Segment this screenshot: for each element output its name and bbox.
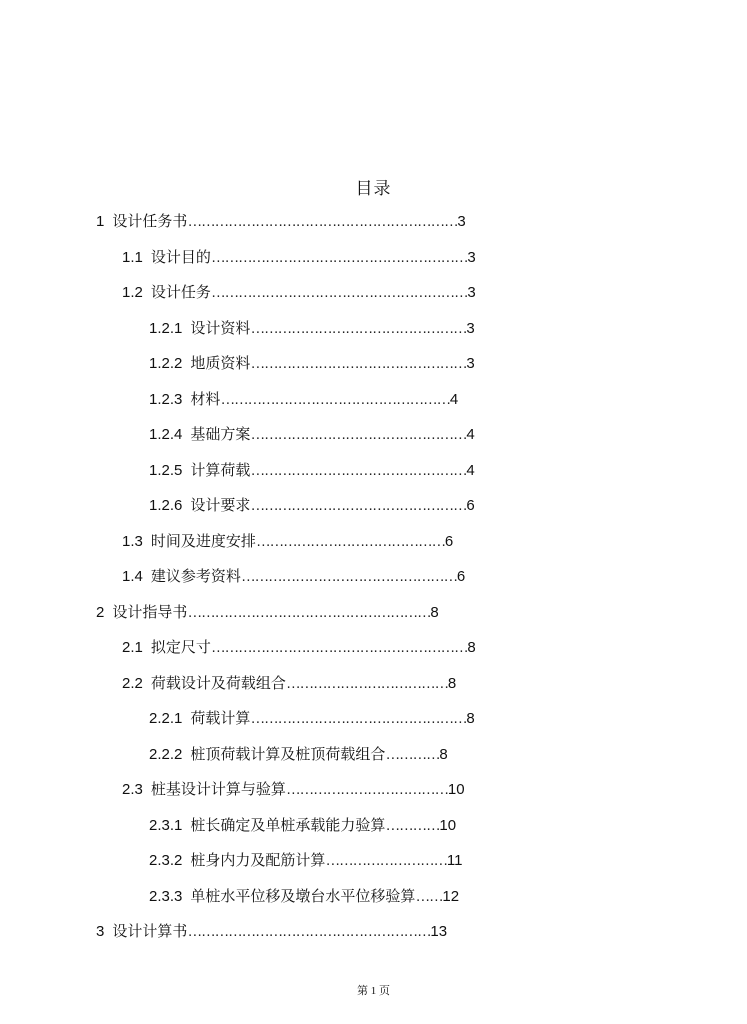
toc-entry-title: 荷载设计及荷载组合 bbox=[150, 674, 286, 692]
toc-entry-page: 3 bbox=[467, 284, 476, 301]
toc-entry-leader: ………………………………………………… bbox=[210, 639, 468, 656]
toc-entry-number: 1.4 bbox=[122, 568, 143, 585]
toc-entry-number: 1.2.6 bbox=[149, 497, 183, 514]
toc-entry-number: 2.3.3 bbox=[149, 887, 183, 905]
toc-entry-title: 桩基设计计算与验算 bbox=[150, 781, 286, 798]
toc-entry-leader: …………………………………………… bbox=[220, 390, 450, 408]
toc-entry[interactable] bbox=[0, 417, 747, 453]
toc-entry-page: 6 bbox=[444, 532, 454, 550]
toc-entry-leader: ……………………………………………… bbox=[187, 923, 431, 940]
toc-entry-page: 3 bbox=[457, 213, 466, 230]
toc-entry-leader: ……………………………… bbox=[285, 674, 448, 692]
toc-entry-leader: ………………………………………… bbox=[250, 461, 467, 479]
toc-entry-title: 设计目的 bbox=[150, 248, 211, 266]
toc-entry-number: 1.3 bbox=[122, 532, 143, 550]
toc-entry-page: 8 bbox=[430, 603, 439, 621]
toc-entry-leader: ………… bbox=[385, 816, 440, 834]
toc-entry-title: 建议参考资料 bbox=[150, 568, 241, 585]
toc-entry-leader: ………………………………………… bbox=[250, 319, 467, 337]
toc-entry-page: 3 bbox=[467, 248, 476, 266]
toc-entry-title: 时间及进度安排 bbox=[150, 532, 256, 550]
toc-entry-leader: …………………………………………………… bbox=[187, 213, 458, 230]
toc-entry[interactable] bbox=[0, 382, 747, 418]
toc-entry-page: 3 bbox=[466, 319, 475, 337]
toc-entry-page: 3 bbox=[466, 355, 475, 372]
toc-entry-title: 荷载计算 bbox=[190, 710, 251, 727]
toc-entry-number: 1.2.2 bbox=[149, 355, 183, 372]
toc-entry-page: 8 bbox=[439, 745, 448, 763]
toc-entry-leader: ………………………………………… bbox=[240, 568, 457, 585]
toc-entry[interactable] bbox=[0, 275, 747, 311]
toc-title: 目录 bbox=[355, 179, 392, 198]
toc-entry[interactable] bbox=[0, 843, 747, 879]
toc-entry-leader: ………………………………………… bbox=[250, 355, 467, 372]
toc-entry-page: 12 bbox=[442, 887, 460, 905]
toc-entry-number: 2.3.1 bbox=[149, 816, 183, 834]
toc-entry[interactable] bbox=[0, 240, 747, 276]
toc-entry-title: 设计资料 bbox=[190, 319, 251, 337]
toc-entry[interactable] bbox=[0, 772, 747, 808]
toc-entry-number: 2 bbox=[96, 603, 105, 621]
toc-entry-page: 4 bbox=[449, 390, 459, 408]
toc-entry-page: 8 bbox=[466, 710, 475, 727]
toc-entry[interactable] bbox=[0, 524, 747, 560]
toc-entry[interactable] bbox=[0, 453, 747, 489]
toc-entry[interactable] bbox=[0, 808, 747, 844]
page-footer: 第 1 页 bbox=[357, 985, 390, 997]
toc-entry[interactable] bbox=[0, 701, 747, 737]
toc-entry-leader: ………………………………………………… bbox=[210, 284, 468, 301]
toc-entry-title: 单桩水平位移及墩台水平位移验算 bbox=[190, 887, 416, 905]
toc-entry-number: 2.1 bbox=[122, 639, 143, 656]
toc-entry-number: 1.2 bbox=[122, 284, 143, 301]
toc-entry-number: 1.2.4 bbox=[149, 426, 183, 443]
toc-entry-title: 桩顶荷载计算及桩顶荷载组合 bbox=[190, 745, 386, 763]
toc-entry-page: 11 bbox=[446, 852, 463, 869]
toc-entry-number: 3 bbox=[96, 923, 105, 940]
toc-entry-title: 地质资料 bbox=[190, 355, 251, 372]
toc-entry-page: 13 bbox=[430, 923, 448, 940]
toc-entry-title: 设计任务书 bbox=[112, 213, 188, 230]
toc-entry[interactable] bbox=[0, 666, 747, 702]
toc-entry-number: 1.2.5 bbox=[149, 461, 183, 479]
toc-entry[interactable] bbox=[0, 488, 747, 524]
toc-entry-title: 计算荷载 bbox=[190, 461, 251, 479]
toc-entry-page: 10 bbox=[439, 816, 457, 834]
toc-entry-number: 2.2 bbox=[122, 674, 143, 692]
toc-entry-title: 材料 bbox=[190, 390, 221, 408]
toc-entry-leader: ……………………… bbox=[325, 852, 447, 869]
toc-entry-leader: …… bbox=[415, 887, 443, 905]
toc-entry-page: 6 bbox=[466, 497, 475, 514]
toc-entry[interactable] bbox=[0, 204, 747, 240]
toc-entry-page: 4 bbox=[466, 426, 475, 443]
toc-entry-page: 4 bbox=[466, 461, 475, 479]
toc-entry[interactable] bbox=[0, 879, 747, 915]
toc-entry-leader: ………… bbox=[385, 745, 440, 763]
toc-entry[interactable] bbox=[0, 346, 747, 382]
toc-entry-number: 1 bbox=[96, 213, 105, 230]
toc-entry-number: 1.2.3 bbox=[149, 390, 183, 408]
toc-entry-title: 拟定尺寸 bbox=[150, 639, 211, 656]
toc-entry-number: 1.2.1 bbox=[149, 319, 183, 337]
toc-entry-leader: …………………………………… bbox=[255, 532, 445, 550]
toc-list bbox=[0, 204, 747, 950]
toc-entry[interactable] bbox=[0, 559, 747, 595]
toc-entry-leader: ………………………………………… bbox=[250, 497, 467, 514]
toc-entry-leader: ……………………………………………… bbox=[187, 603, 431, 621]
toc-entry-number: 2.2.2 bbox=[149, 745, 183, 763]
toc-entry-leader: ………………………………………… bbox=[250, 426, 467, 443]
toc-entry-title: 设计指导书 bbox=[112, 603, 188, 621]
toc-entry[interactable] bbox=[0, 311, 747, 347]
toc-entry-page: 8 bbox=[467, 639, 476, 656]
toc-entry[interactable] bbox=[0, 595, 747, 631]
toc-entry-number: 2.2.1 bbox=[149, 710, 183, 727]
toc-entry[interactable] bbox=[0, 914, 747, 950]
toc-entry-title: 桩长确定及单桩承载能力验算 bbox=[190, 816, 386, 834]
toc-entry-title: 设计任务 bbox=[150, 284, 211, 301]
toc-entry-title: 设计要求 bbox=[190, 497, 251, 514]
toc-entry-title: 基础方案 bbox=[190, 426, 251, 443]
toc-entry[interactable] bbox=[0, 737, 747, 773]
toc-entry-page: 6 bbox=[456, 568, 466, 585]
toc-entry[interactable] bbox=[0, 630, 747, 666]
toc-entry-number: 2.3.2 bbox=[149, 852, 183, 869]
toc-entry-title: 设计计算书 bbox=[112, 923, 188, 940]
toc-entry-page: 8 bbox=[447, 674, 457, 692]
toc-entry-number: 1.1 bbox=[122, 248, 143, 266]
toc-entry-page: 10 bbox=[447, 781, 465, 798]
toc-entry-leader: ……………………………… bbox=[285, 781, 448, 798]
toc-entry-leader: ………………………………………… bbox=[250, 710, 467, 727]
toc-entry-title: 桩身内力及配筋计算 bbox=[190, 852, 326, 869]
toc-entry-leader: ………………………………………………… bbox=[210, 248, 468, 266]
toc-entry-number: 2.3 bbox=[122, 781, 143, 798]
